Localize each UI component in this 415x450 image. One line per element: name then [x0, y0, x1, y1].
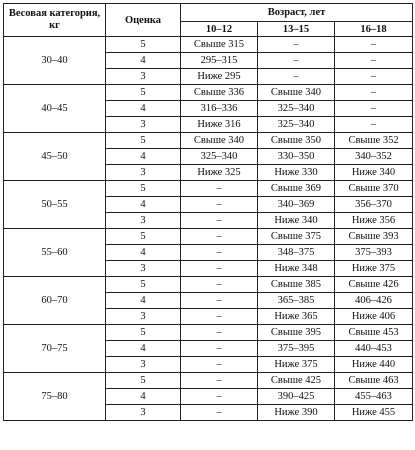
norm-value-cell: Свыше 375	[258, 229, 335, 245]
score-cell: 5	[106, 37, 181, 53]
norm-value-cell: Свыше 350	[258, 133, 335, 149]
norm-value-cell: 348–375	[258, 245, 335, 261]
norm-value-cell: –	[258, 69, 335, 85]
score-cell: 4	[106, 389, 181, 405]
score-cell: 5	[106, 133, 181, 149]
age-group-header: 16–18	[335, 22, 413, 37]
norm-value-cell: Свыше 393	[335, 229, 413, 245]
norm-value-cell: –	[335, 69, 413, 85]
norm-value-cell: –	[181, 181, 258, 197]
weight-category-cell: 60–70	[4, 277, 106, 325]
norm-value-cell: Свыше 463	[335, 373, 413, 389]
weight-category-cell: 75–80	[4, 373, 106, 421]
norm-value-cell: –	[181, 357, 258, 373]
norm-value-cell: –	[181, 373, 258, 389]
norm-value-cell: 356–370	[335, 197, 413, 213]
norm-value-cell: 455–463	[335, 389, 413, 405]
norm-value-cell: Ниже 340	[335, 165, 413, 181]
score-cell: 5	[106, 277, 181, 293]
weight-category-cell: 70–75	[4, 325, 106, 373]
norm-value-cell: –	[335, 101, 413, 117]
norm-value-cell: –	[181, 293, 258, 309]
table-row	[4, 85, 413, 101]
norm-value-cell: –	[181, 213, 258, 229]
score-cell: 3	[106, 405, 181, 421]
norm-value-cell: –	[258, 37, 335, 53]
score-cell: 3	[106, 117, 181, 133]
score-header: Оценка	[106, 4, 181, 37]
score-cell: 3	[106, 213, 181, 229]
score-cell: 4	[106, 341, 181, 357]
norm-value-cell: 340–369	[258, 197, 335, 213]
norm-value-cell: 330–350	[258, 149, 335, 165]
norm-value-cell: Свыше 369	[258, 181, 335, 197]
norm-value-cell: Ниже 365	[258, 309, 335, 325]
norm-value-cell: Ниже 440	[335, 357, 413, 373]
norm-value-cell: –	[181, 229, 258, 245]
norm-value-cell: –	[181, 325, 258, 341]
norm-value-cell: 295–315	[181, 53, 258, 69]
norm-value-cell: Ниже 330	[258, 165, 335, 181]
norm-value-cell: Свыше 336	[181, 85, 258, 101]
norm-value-cell: 325–340	[258, 117, 335, 133]
table-row	[4, 373, 413, 389]
norm-value-cell: –	[335, 53, 413, 69]
norm-value-cell: –	[335, 37, 413, 53]
norm-value-cell: –	[181, 405, 258, 421]
norm-value-cell: 440–453	[335, 341, 413, 357]
score-cell: 3	[106, 357, 181, 373]
score-cell: 5	[106, 181, 181, 197]
norm-value-cell: 406–426	[335, 293, 413, 309]
score-cell: 3	[106, 69, 181, 85]
norm-value-cell: 390–425	[258, 389, 335, 405]
norm-value-cell: Ниже 406	[335, 309, 413, 325]
norm-value-cell: Свыше 395	[258, 325, 335, 341]
norm-value-cell: –	[258, 53, 335, 69]
age-header: Возраст, лет	[181, 4, 413, 22]
weight-category-cell: 40–45	[4, 85, 106, 133]
score-cell: 5	[106, 229, 181, 245]
age-group-header: 13–15	[258, 22, 335, 37]
norm-value-cell: –	[181, 245, 258, 261]
header-row	[4, 4, 413, 22]
norm-value-cell: –	[181, 309, 258, 325]
table-row	[4, 37, 413, 53]
norm-value-cell: Ниже 325	[181, 165, 258, 181]
norm-value-cell: Свыше 426	[335, 277, 413, 293]
norm-value-cell: Ниже 455	[335, 405, 413, 421]
table-row	[4, 133, 413, 149]
norms-table	[3, 3, 413, 421]
norm-value-cell: 375–393	[335, 245, 413, 261]
norm-value-cell: Свыше 385	[258, 277, 335, 293]
table-row	[4, 229, 413, 245]
score-cell: 5	[106, 325, 181, 341]
score-cell: 4	[106, 149, 181, 165]
norm-value-cell: Свыше 370	[335, 181, 413, 197]
norm-value-cell: Свыше 453	[335, 325, 413, 341]
table-row	[4, 325, 413, 341]
score-cell: 4	[106, 293, 181, 309]
score-cell: 5	[106, 373, 181, 389]
norm-value-cell: Ниже 295	[181, 69, 258, 85]
table-body	[4, 37, 413, 421]
norm-value-cell: –	[181, 261, 258, 277]
norm-value-cell: Ниже 340	[258, 213, 335, 229]
weight-category-cell: 30–40	[4, 37, 106, 85]
score-cell: 4	[106, 53, 181, 69]
norm-value-cell: 325–340	[181, 149, 258, 165]
norm-value-cell: 325–340	[258, 101, 335, 117]
norm-value-cell: Ниже 375	[258, 357, 335, 373]
norm-value-cell: Свыше 425	[258, 373, 335, 389]
table-row	[4, 277, 413, 293]
norm-value-cell: –	[181, 389, 258, 405]
score-cell: 4	[106, 197, 181, 213]
norm-value-cell: 316–336	[181, 101, 258, 117]
norm-value-cell: Свыше 352	[335, 133, 413, 149]
norm-value-cell: 365–385	[258, 293, 335, 309]
norm-value-cell: –	[335, 117, 413, 133]
norm-value-cell: Свыше 340	[258, 85, 335, 101]
norm-value-cell: 340–352	[335, 149, 413, 165]
norm-value-cell: 375–395	[258, 341, 335, 357]
norm-value-cell: –	[181, 197, 258, 213]
score-cell: 3	[106, 309, 181, 325]
score-cell: 3	[106, 165, 181, 181]
score-cell: 4	[106, 101, 181, 117]
table-header	[4, 4, 413, 37]
weight-category-cell: 50–55	[4, 181, 106, 229]
score-cell: 5	[106, 85, 181, 101]
norm-value-cell: Ниже 316	[181, 117, 258, 133]
norm-value-cell: –	[181, 277, 258, 293]
norm-value-cell: Свыше 315	[181, 37, 258, 53]
weight-category-cell: 45–50	[4, 133, 106, 181]
norm-value-cell: Ниже 390	[258, 405, 335, 421]
norm-value-cell: Ниже 348	[258, 261, 335, 277]
score-cell: 3	[106, 261, 181, 277]
table-row	[4, 181, 413, 197]
score-cell: 4	[106, 245, 181, 261]
weight-category-cell: 55–60	[4, 229, 106, 277]
age-group-header: 10–12	[181, 22, 258, 37]
norm-value-cell: –	[181, 341, 258, 357]
norm-value-cell: Ниже 356	[335, 213, 413, 229]
norm-value-cell: –	[335, 85, 413, 101]
norm-value-cell: Свыше 340	[181, 133, 258, 149]
norm-value-cell: Ниже 375	[335, 261, 413, 277]
weight-category-header: Весовая категория, кг	[4, 4, 106, 37]
